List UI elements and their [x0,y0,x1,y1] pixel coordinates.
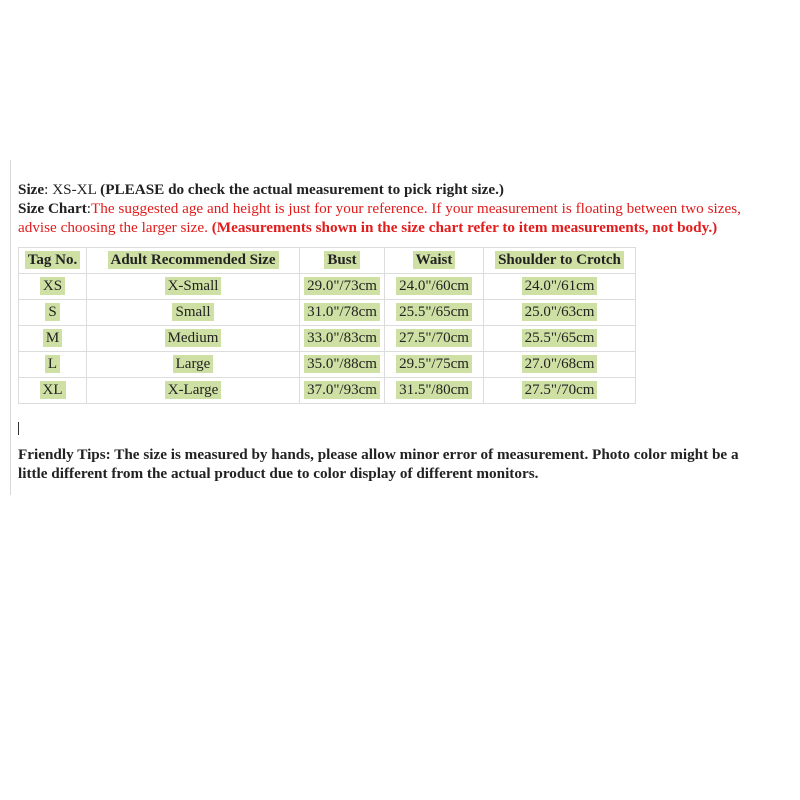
header-label: Tag No. [25,251,80,269]
header-label: Bust [324,251,359,269]
header-label: Adult Recommended Size [108,251,279,269]
cell-value: 31.5"/80cm [396,381,472,399]
friendly-tips [18,445,794,483]
cell-waist [385,326,484,352]
size-chart-separator: : [86,200,91,217]
size-chart-text-2: advise choosing the larger size. [18,219,212,236]
tips-line-1: Friendly Tips: The size is measured by hands, please allow minor error of measurement. Photo color might be a [18,446,739,463]
cell-shoulder [484,326,636,352]
cell-bust [300,352,385,378]
header-adult-size [87,248,300,274]
cell-value: 33.0"/83cm [304,329,380,347]
header-waist [385,248,484,274]
cell-bust [300,378,385,404]
cell-adult-size [87,326,300,352]
size-range: XS-XL [52,181,101,198]
cell-value: 27.5"/70cm [396,329,472,347]
size-line [18,180,794,199]
left-border-rule [10,160,11,495]
cell-value: X-Small [165,277,222,295]
cell-value: 31.0"/78cm [304,303,380,321]
header-tag-no [19,248,87,274]
header-label: Waist [413,251,456,269]
tips-line-2: little different from the actual product due to color display of different monitors. [18,465,539,482]
table-row [19,326,636,352]
cell-value: X-Large [165,381,222,399]
size-chart-table [18,247,636,404]
cell-tag [19,300,87,326]
cell-tag [19,352,87,378]
cell-value: 37.0"/93cm [304,381,380,399]
cell-waist [385,274,484,300]
cell-tag [19,326,87,352]
size-check-note: (PLEASE do check the actual measurement to pick right size.) [100,181,504,198]
cell-shoulder [484,352,636,378]
size-info-block [18,180,794,237]
size-chart-text-1: The suggested age and height is just for your reference. If your measurement is floating between two sizes, [91,200,741,217]
size-separator: : [44,181,53,198]
cell-value: 25.5"/65cm [396,303,472,321]
table-header-row [19,248,636,274]
cell-bust [300,300,385,326]
cell-value: 25.0"/63cm [522,303,598,321]
cell-adult-size [87,352,300,378]
cell-waist [385,352,484,378]
header-label: Shoulder to Crotch [495,251,624,269]
size-label: Size [18,181,45,198]
table-row [19,274,636,300]
size-chart-label: Size Chart [18,200,87,217]
text-cursor [18,422,19,435]
cell-value: 29.0"/73cm [304,277,380,295]
table-row [19,352,636,378]
size-chart-line-1 [18,199,794,218]
cell-tag [19,274,87,300]
cell-adult-size [87,274,300,300]
cell-value: XL [40,381,66,399]
table-row [19,300,636,326]
cell-adult-size [87,300,300,326]
cell-value: Medium [165,329,222,347]
measurement-note: (Measurements shown in the size chart refer to item measurements, not body.) [211,219,718,236]
cell-shoulder [484,300,636,326]
cell-shoulder [484,274,636,300]
header-shoulder-to-crotch [484,248,636,274]
cell-waist [385,300,484,326]
cell-value: L [45,355,60,373]
cell-value: S [45,303,59,321]
cell-tag [19,378,87,404]
cell-value: Large [173,355,214,373]
table-row [19,378,636,404]
cell-value: Small [172,303,213,321]
cell-value: 27.5"/70cm [522,381,598,399]
cell-bust [300,274,385,300]
cell-value: M [43,329,62,347]
cell-value: 29.5"/75cm [396,355,472,373]
cell-value: 35.0"/88cm [304,355,380,373]
cell-value: 24.0"/60cm [396,277,472,295]
cell-adult-size [87,378,300,404]
cell-value: 24.0"/61cm [522,277,598,295]
header-bust [300,248,385,274]
cell-waist [385,378,484,404]
cell-value: 25.5"/65cm [522,329,598,347]
cell-value: XS [40,277,65,295]
cell-bust [300,326,385,352]
cell-shoulder [484,378,636,404]
size-chart-line-2 [18,218,794,237]
cell-value: 27.0"/68cm [522,355,598,373]
